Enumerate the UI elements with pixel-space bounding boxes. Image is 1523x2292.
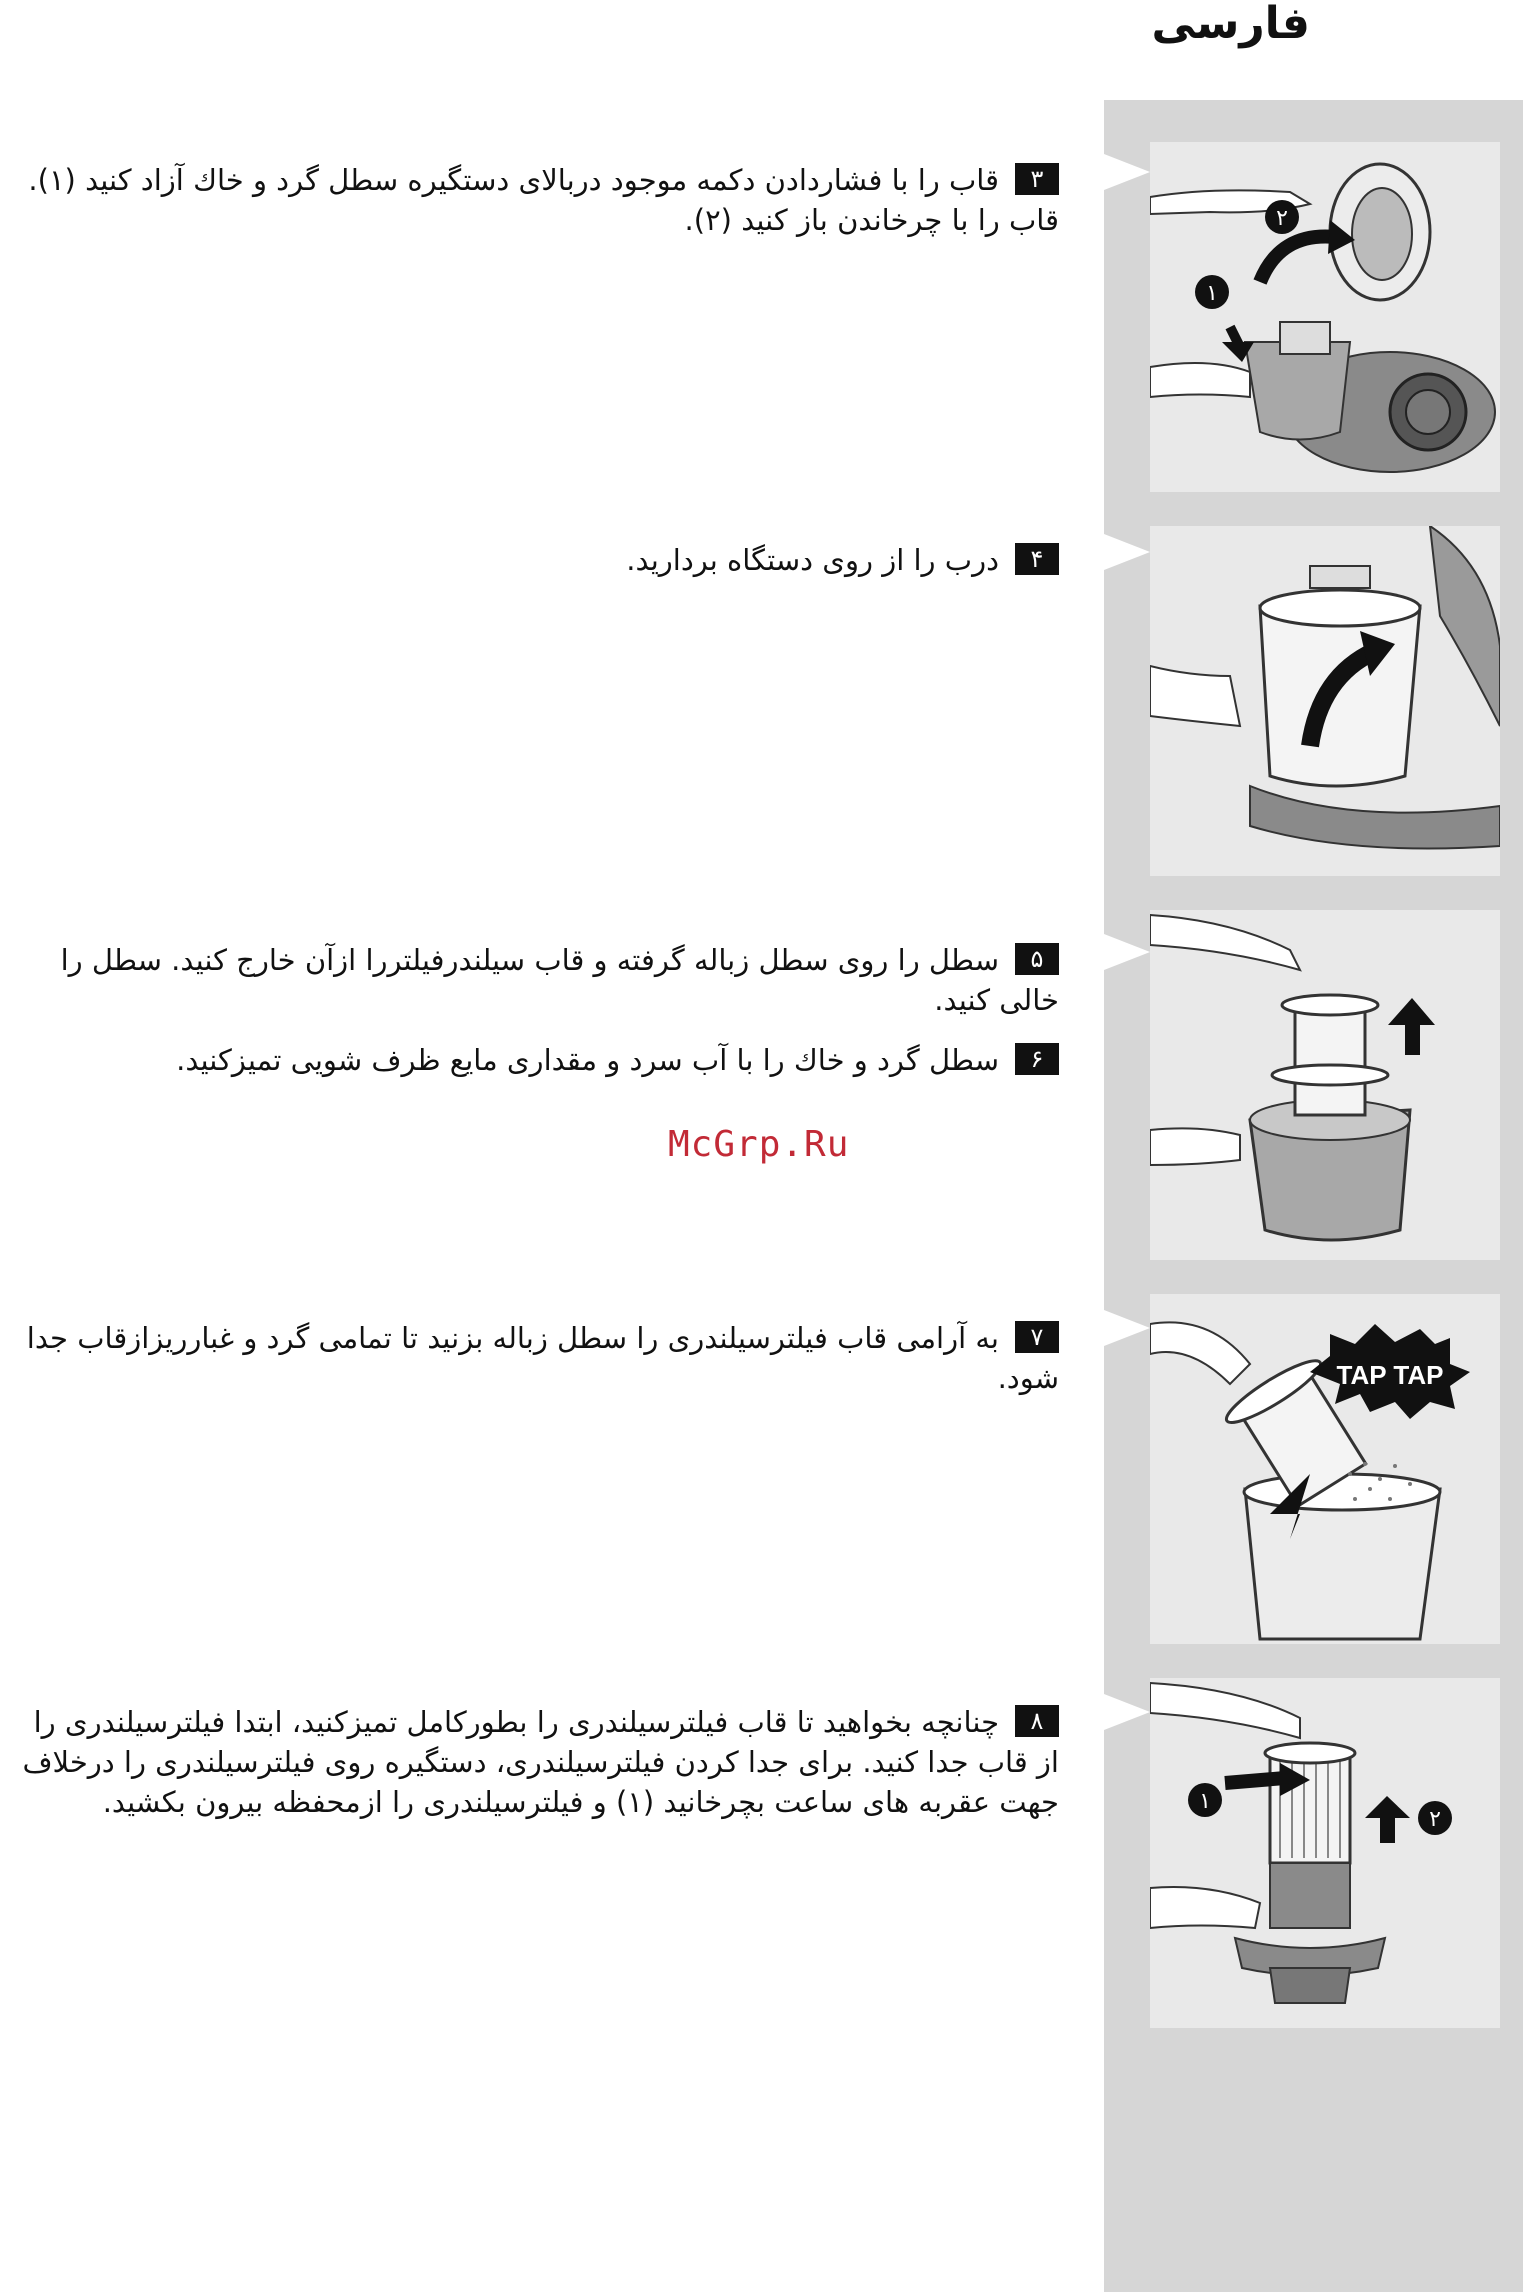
step-number: ۵ bbox=[1015, 943, 1059, 975]
step-text: چنانچه بخواهید تا قاب فیلترسیلندری را بطورکامل تمیزکنید، ابتدا فیلترسیلندری را از قاب جدا کنید. برای جدا کردن فیلترسیلندری، دستگیره روی فیلترسیلندری را درخلاف جهت عقربه های ساعت بچرخانید (۱) و فیلترسیلندری را ازمحفظه بیرون بکشید. bbox=[22, 1705, 1059, 1819]
step-text: سطل را روی سطل زباله گرفته و قاب سیلندرفیلتررا ازآن خارج کنید. سطل را خالی کنید. bbox=[60, 943, 1059, 1017]
step-6 bbox=[59, 1040, 1059, 1080]
illustration-step5-remove-cylinder bbox=[1150, 910, 1500, 1260]
panel-pointer bbox=[1104, 934, 1150, 970]
step-number: ۸ bbox=[1015, 1705, 1059, 1737]
illustration-step8-remove-filter bbox=[1150, 1678, 1500, 2028]
step-4 bbox=[59, 540, 1059, 580]
illustration-badge: ۱ bbox=[1206, 281, 1218, 306]
step-number: ۳ bbox=[1015, 163, 1059, 195]
step-text: به آرامی قاب فیلترسیلندری را سطل زباله بزنید تا تمامی گرد و غبارریزازقاب جدا شود. bbox=[26, 1321, 1059, 1395]
illustration-badge: ۲ bbox=[1429, 1807, 1441, 1832]
step-number: ۴ bbox=[1015, 543, 1059, 575]
step-8 bbox=[19, 1702, 1059, 1822]
tap-tap-burst-text: TAP TAP bbox=[1336, 1360, 1444, 1390]
panel-pointer bbox=[1104, 154, 1150, 190]
panel-pointer bbox=[1104, 534, 1150, 570]
page-language-title: فارسی bbox=[1151, 0, 1310, 49]
step-3 bbox=[9, 160, 1059, 240]
step-5 bbox=[49, 940, 1059, 1020]
step-number: ۷ bbox=[1015, 1321, 1059, 1353]
step-number: ۶ bbox=[1015, 1043, 1059, 1075]
illustration-step4-remove-lid bbox=[1150, 526, 1500, 876]
watermark: McGrp.Ru bbox=[668, 1124, 850, 1165]
step-text: قاب را با فشاردادن دکمه موجود دربالای دستگیره سطل گرد و خاك آزاد کنید (۱). قاب را با چرخاندن باز کنید (۲). bbox=[28, 163, 1059, 237]
panel-pointer bbox=[1104, 1310, 1150, 1346]
step-7 bbox=[4, 1318, 1059, 1398]
step-text: درب را از روی دستگاه بردارید. bbox=[626, 543, 999, 577]
illustration-step3-open-lid bbox=[1150, 142, 1500, 492]
illustration-badge: ۱ bbox=[1199, 1789, 1211, 1814]
step-text: سطل گرد و خاك را با آب سرد و مقداری مایع ظرف شویی تمیزکنید. bbox=[176, 1043, 999, 1077]
illustration-step7-tap-filter bbox=[1150, 1294, 1500, 1644]
panel-pointer bbox=[1104, 1694, 1150, 1730]
illustration-badge: ۲ bbox=[1276, 206, 1288, 231]
